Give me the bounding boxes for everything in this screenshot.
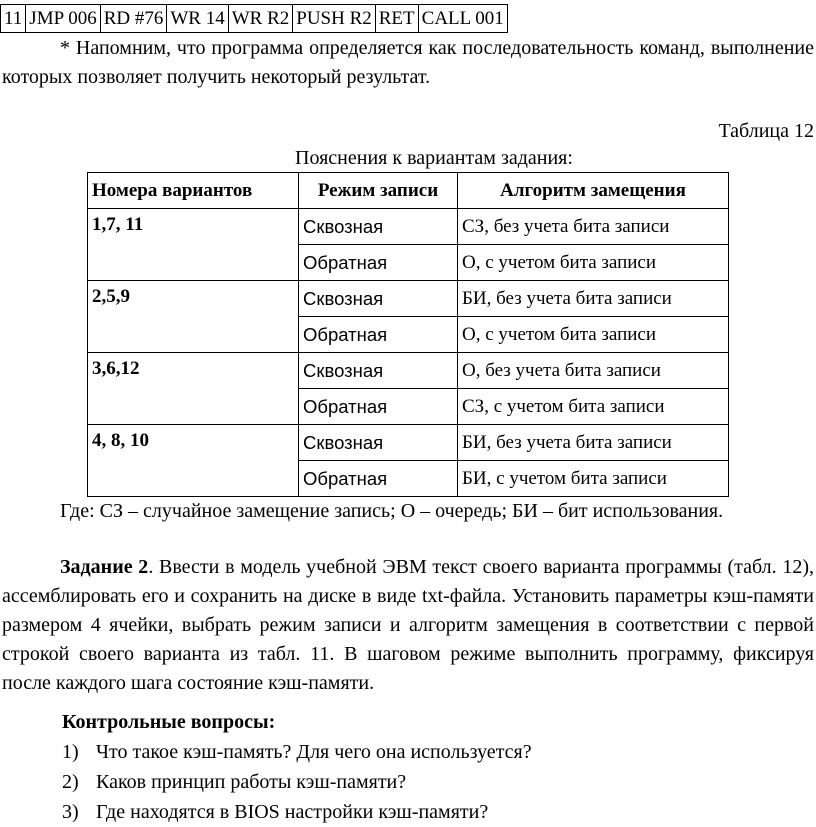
questions-list xyxy=(62,737,532,827)
table-label: Таблица 12 xyxy=(718,120,814,142)
variant-numbers: 1,7, 11 xyxy=(88,209,299,281)
write-mode-cell: Обратная xyxy=(299,461,458,497)
algorithm-cell: О, с учетом бита записи xyxy=(458,317,729,353)
command-cell: WR 14 xyxy=(167,5,228,33)
algorithm-cell: БИ, без учета бита записи xyxy=(458,425,729,461)
variants-table xyxy=(87,172,729,497)
table-row xyxy=(88,209,729,245)
question-number: 3) xyxy=(62,801,79,823)
task-label: Задание 2 xyxy=(60,556,149,578)
list-item xyxy=(62,737,532,767)
list-item xyxy=(62,797,532,827)
write-mode-cell: Сквозная xyxy=(299,353,458,389)
algorithm-cell: СЗ, с учетом бита записи xyxy=(458,389,729,425)
variant-numbers: 3,6,12 xyxy=(88,353,299,425)
list-item xyxy=(62,767,532,797)
command-row-table xyxy=(0,4,508,33)
algorithm-cell: БИ, с учетом бита записи xyxy=(458,461,729,497)
command-cell: JMP 006 xyxy=(26,5,100,33)
write-mode-cell: Сквозная xyxy=(299,425,458,461)
header-variants: Номера вариантов xyxy=(88,173,299,209)
write-mode-cell: Обратная xyxy=(299,245,458,281)
command-row xyxy=(1,5,508,33)
algorithm-cell: О, без учета бита записи xyxy=(458,353,729,389)
algorithm-cell: О, с учетом бита записи xyxy=(458,245,729,281)
write-mode-cell: Сквозная xyxy=(299,281,458,317)
variant-numbers: 2,5,9 xyxy=(88,281,299,353)
command-cell: CALL 001 xyxy=(418,5,507,33)
task-paragraph xyxy=(2,553,814,698)
header-write-mode: Режим записи xyxy=(299,173,458,209)
question-text: Где находятся в BIOS настройки кэш-памяти? xyxy=(96,801,489,823)
command-cell: PUSH R2 xyxy=(293,5,376,33)
table-row xyxy=(88,281,729,317)
write-mode-cell: Обратная xyxy=(299,317,458,353)
algorithm-cell: СЗ, без учета бита записи xyxy=(458,209,729,245)
table-row xyxy=(88,353,729,389)
question-text: Что такое кэш-память? Для чего она используется? xyxy=(96,741,532,763)
command-cell: WR R2 xyxy=(228,5,293,33)
write-mode-cell: Обратная xyxy=(299,389,458,425)
task-text: . Ввести в модель учебной ЭВМ текст своего варианта программы (табл. 12), ассемблировать его и сохранить на диске в виде txt-файла. Установить параметры кэш-памяти размером 4 ячейки, выбрать режим записи и алгоритм замещения в соответствии с первой строкой своего варианта из табл. 11. В шаговом режиме выполнить программу, фиксируя после каждого шага состояние кэш-памяти. xyxy=(2,556,814,694)
header-replacement-algorithm: Алгоритм замещения xyxy=(458,173,729,209)
command-cell: RET xyxy=(375,5,418,33)
question-number: 2) xyxy=(62,771,79,793)
table-row xyxy=(88,425,729,461)
algorithm-cell: БИ, без учета бита записи xyxy=(458,281,729,317)
table-header-row xyxy=(88,173,729,209)
abbreviation-legend: Где: СЗ – случайное замещение запись; О – очередь; БИ – бит использования. xyxy=(60,500,724,522)
command-cell: 11 xyxy=(1,5,26,33)
question-text: Каков принцип работы кэш-памяти? xyxy=(96,771,407,793)
variant-numbers: 4, 8, 10 xyxy=(88,425,299,497)
program-note: * Напомним, что программа определяется как последовательность команд, выполнение которых позволяет получить некоторый результат. xyxy=(2,37,814,88)
table-caption: Пояснения к вариантам задания: xyxy=(295,147,573,169)
write-mode-cell: Сквозная xyxy=(299,209,458,245)
questions-title: Контрольные вопросы: xyxy=(62,711,276,733)
question-number: 1) xyxy=(62,741,79,763)
command-cell: RD #76 xyxy=(100,5,167,33)
